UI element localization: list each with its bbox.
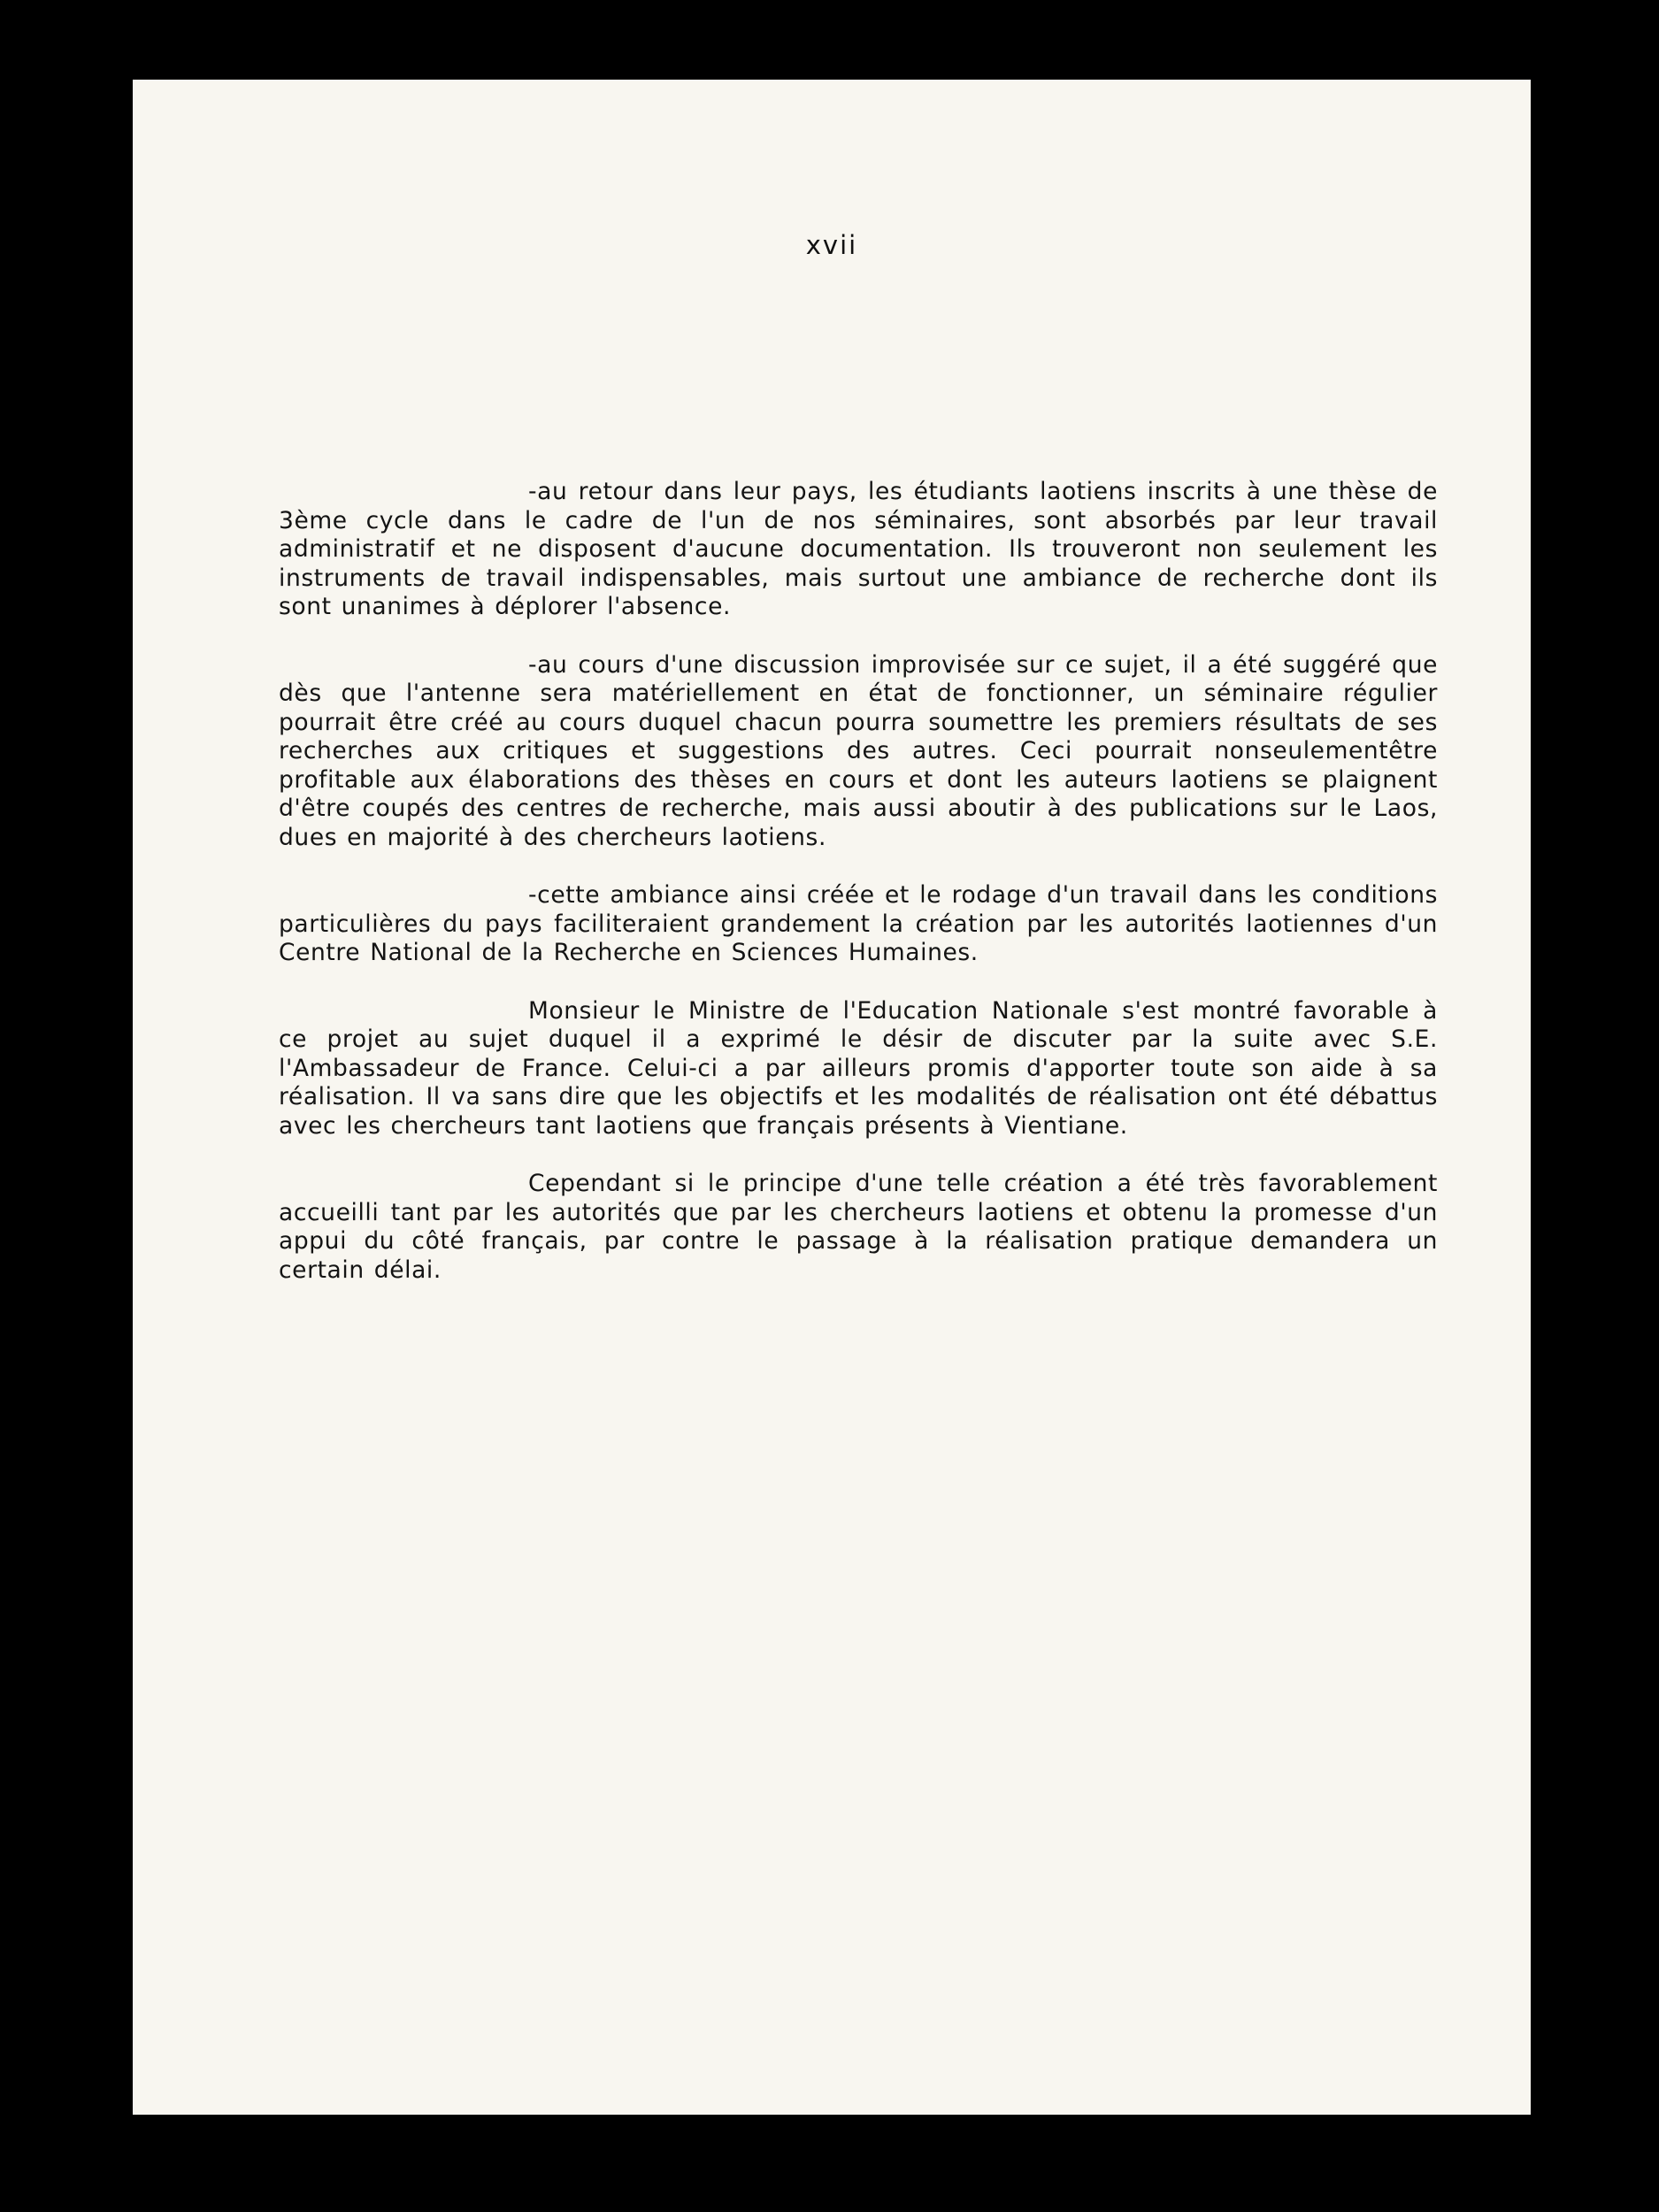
page-number: xvii	[805, 230, 858, 260]
paragraph-research-center: -cette ambiance ainsi créée et le rodage d'un travail dans les conditions particulières du pays faciliteraient grandement la création par les autorités laotiennes d'un Centre National de la Recherche en Sciences Humaines.	[279, 881, 1438, 966]
paragraph-minister-approval: Monsieur le Ministre de l'Education Nationale s'est montré favorable à ce projet au sujet duquel il a exprimé le désir de discuter par la suite avec S.E. l'Ambassadeur de France. Celui-ci a par ailleurs promis d'apporter toute son aide à sa réalisation. Il va sans dire que les objectifs et les modalités de réalisation ont été débattus avec les chercheurs tant laotiens que français présents à Vientiane.	[279, 996, 1438, 1140]
body-text	[279, 478, 1438, 1285]
paragraph-realization-delay: Cependant si le principe d'une telle création a été très favorablement accueilli tant par les autorités que par les chercheurs laotiens et obtenu la promesse d'un appui du côté français, par contre le passage à la réalisation pratique demandera un certain délai.	[279, 1170, 1438, 1284]
document-page	[133, 80, 1531, 2115]
paragraph-return-home: -au retour dans leur pays, les étudiants laotiens inscrits à une thèse de 3ème cycle dans le cadre de l'un de nos séminaires, sont absorbés par leur travail administratif et ne disposent d'aucune documentation. Ils trouveront non seulement les instruments de travail indispensables, mais surtout une ambiance de recherche dont ils sont unanimes à déplorer l'absence.	[279, 478, 1438, 620]
paragraph-seminar-discussion: -au cours d'une discussion improvisée sur ce sujet, il a été suggéré que dès que l'antenne sera matériellement en état de fonctionner, un séminaire régulier pourrait être créé au cours duquel chacun pourra soumettre les premiers résultats de ses recherches aux critiques et suggestions des autres. Ceci pourrait nonseulementêtre profitable aux élaborations des thèses en cours et dont les auteurs laotiens se plaignent d'être coupés des centres de recherche, mais aussi aboutir à des publications sur le Laos, dues en majorité à des chercheurs laotiens.	[279, 650, 1438, 851]
